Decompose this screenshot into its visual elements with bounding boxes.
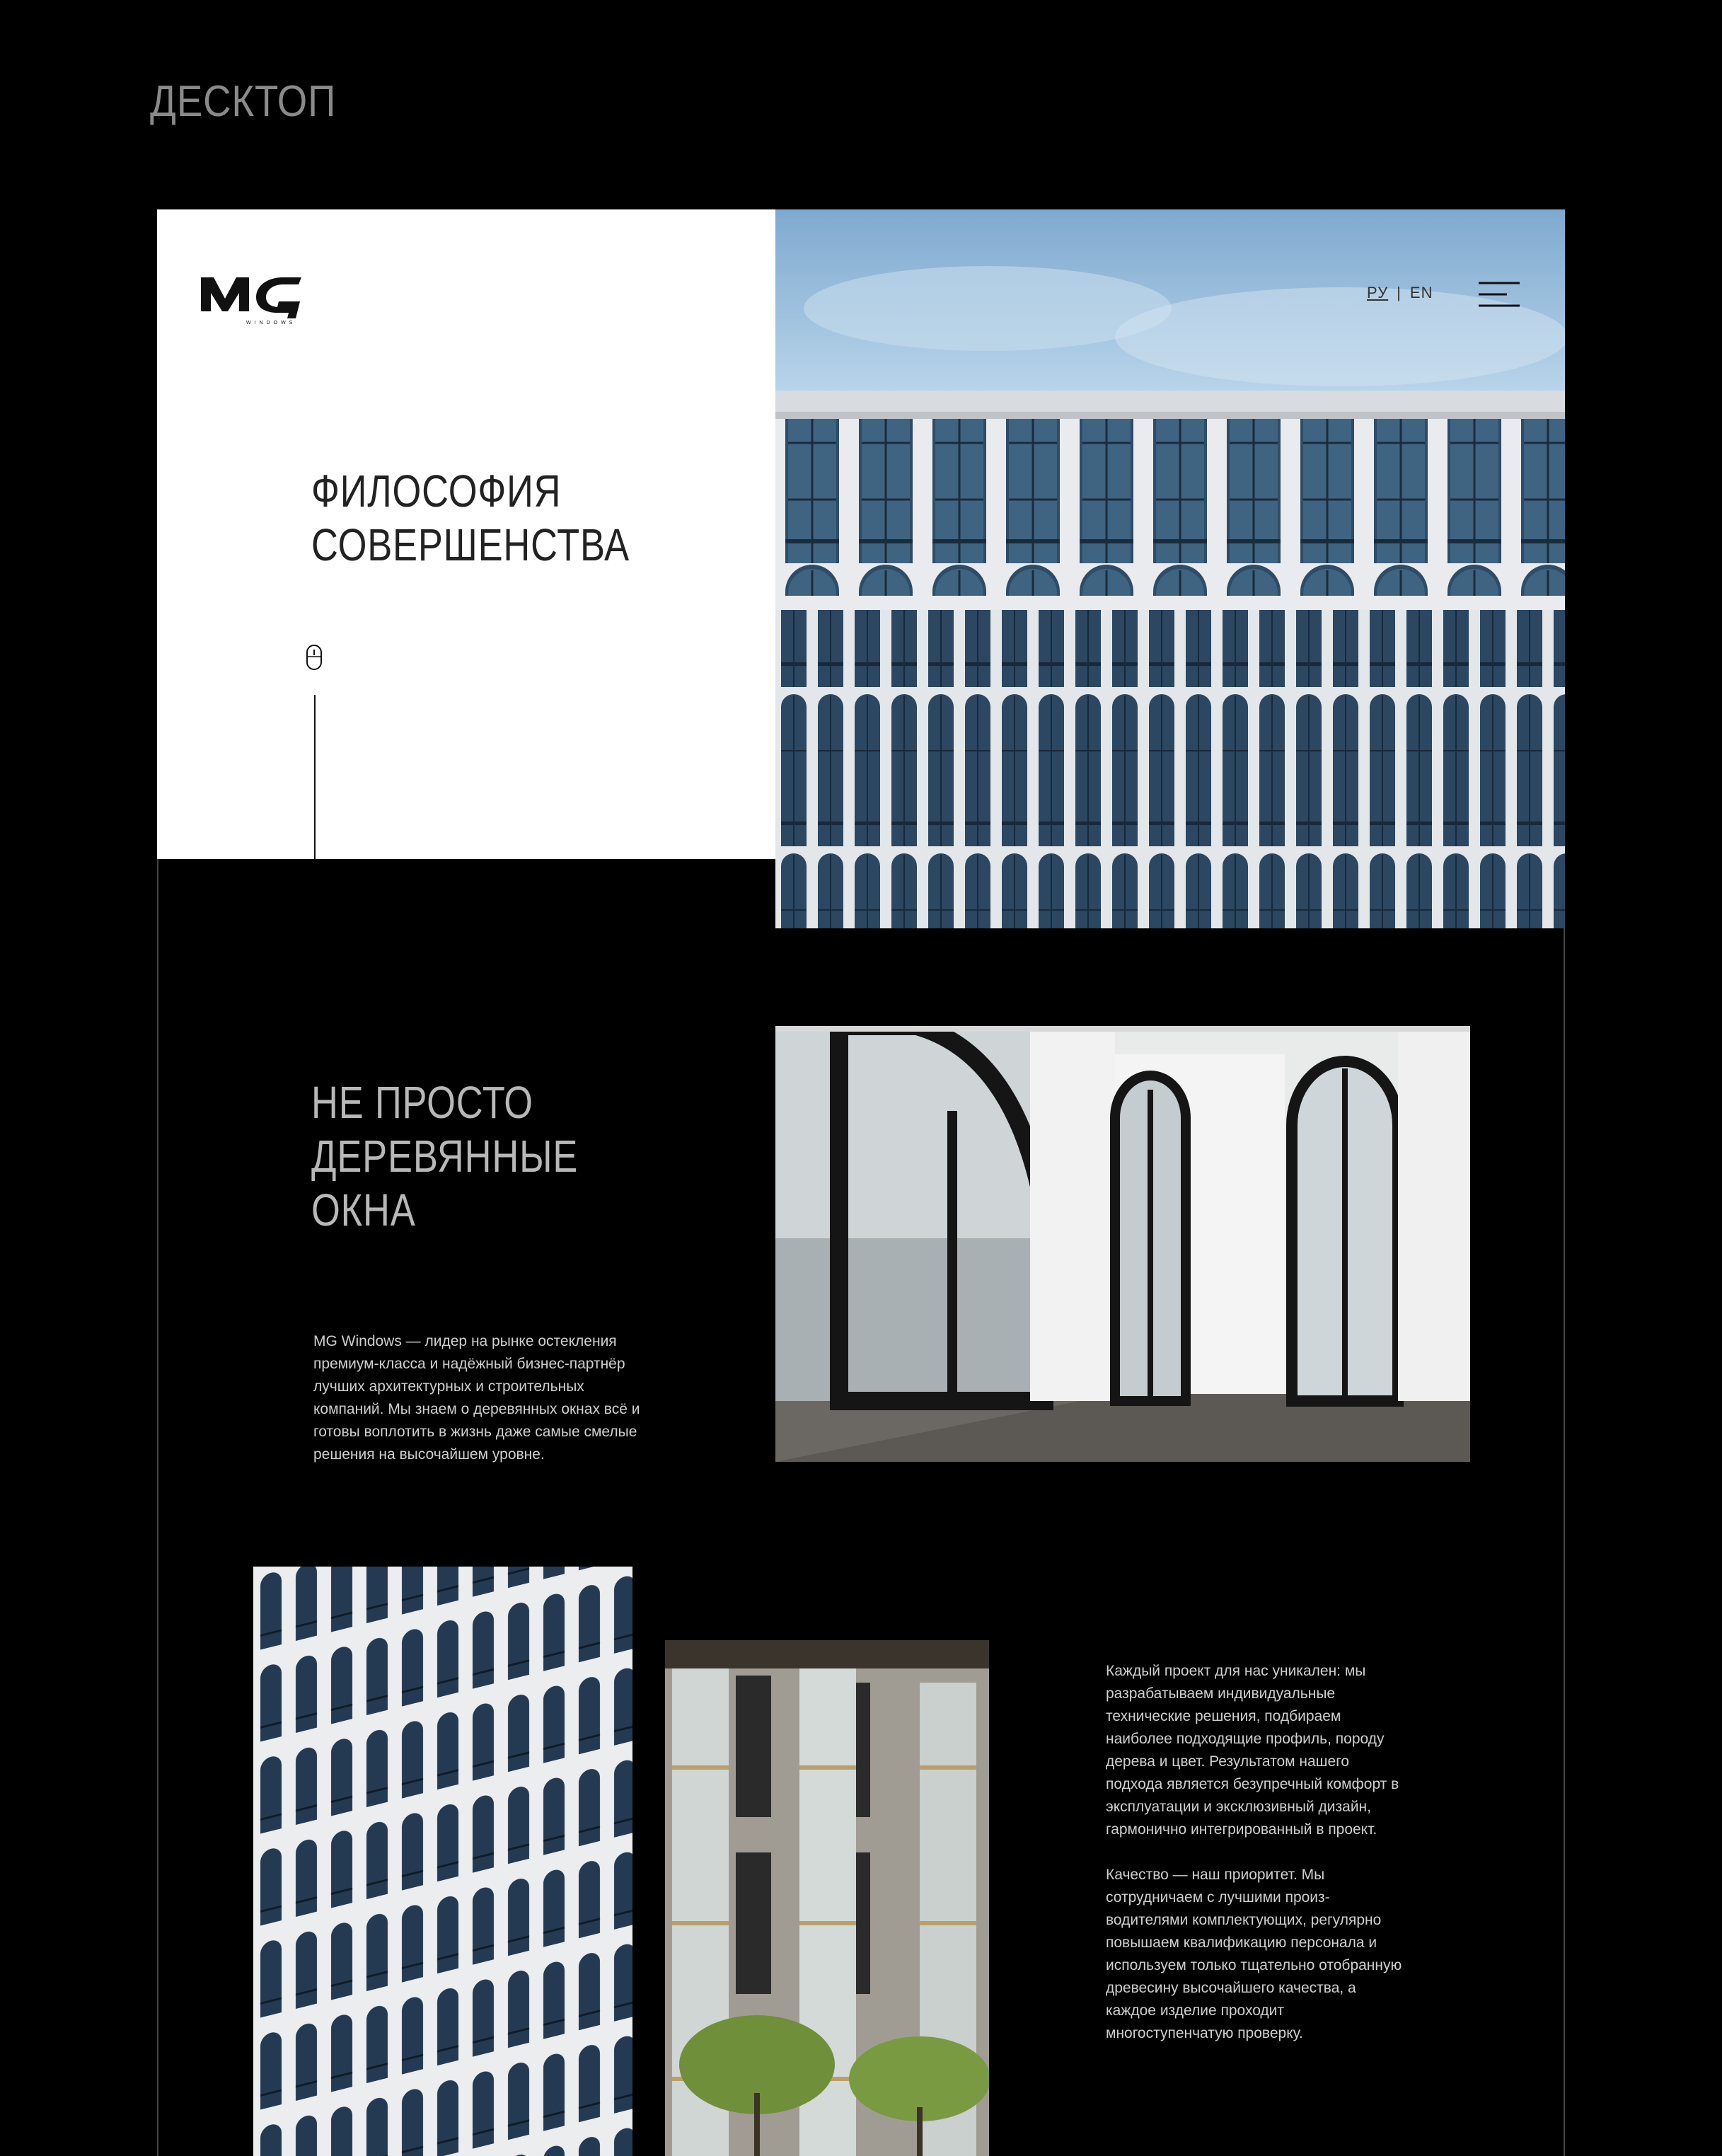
facade-photo — [253, 1567, 632, 2156]
hero-building-image — [775, 209, 1565, 928]
interior-photo — [775, 1026, 1470, 1462]
mg-windows-logo[interactable] — [200, 262, 327, 325]
facade-image — [253, 1567, 632, 2156]
hamburger-icon[interactable] — [1479, 280, 1520, 309]
projects-paragraph: Каждый проект для нас уникален: мы разрабатываем индивидуальные технические решения, подбираем наиболее подходящие профиль, породу дерева и цвет. Результатом нашего подхода является безупречный комфорт в эксплуатации и эксклюзивный дизайн, гармонично интегрированный в проект. — [1106, 1663, 1399, 1838]
building-facade-photo — [775, 209, 1565, 928]
scroll-line — [314, 695, 316, 859]
projects-text — [1106, 1660, 1410, 2045]
projects-paragraph: Качество — наш приоритет. Мы сотрудничаем с лучшими произ-водителями комплектующих, регулярно повышаем квалификацию персонала и используем только тщательно отобранную древесину высочайшего качества, а каждое изделие проходит многоступенчатую проверку. — [1106, 1867, 1402, 2041]
mouse-scroll-icon[interactable] — [306, 644, 323, 672]
language-switcher — [1367, 284, 1433, 302]
about-title-line: ОКНА — [311, 1184, 416, 1235]
lang-en-link[interactable]: EN — [1409, 284, 1433, 301]
lang-separator: | — [1397, 284, 1402, 301]
about-title-line: НЕ ПРОСТО — [311, 1077, 533, 1128]
lang-ru-link[interactable]: РУ — [1367, 284, 1389, 301]
about-title-line: ДЕРЕВЯННЫЕ — [311, 1131, 579, 1182]
hero-title-line: СОВЕРШЕНСТВА — [311, 519, 630, 570]
about-title — [311, 1076, 578, 1237]
hero-title-line: ФИЛОСОФИЯ — [311, 466, 562, 517]
glass-columns-image — [665, 1640, 989, 2156]
hero-title — [311, 464, 630, 572]
frame-label: ДЕСКТОП — [150, 77, 337, 126]
glass-columns-photo — [665, 1640, 989, 2156]
logo-subtitle: WINDOWS — [246, 321, 296, 325]
interior-image — [775, 1026, 1470, 1462]
about-text: MG Windows — лидер на рынке остекления премиум-класса и надёжный бизнес-партнёр лучших архитектурных и строительных компаний. Мы знаем о деревянных окнах всё и готовы воплотить в жизнь даже самые смелые решения на высочайшем уровне. — [313, 1333, 640, 1463]
